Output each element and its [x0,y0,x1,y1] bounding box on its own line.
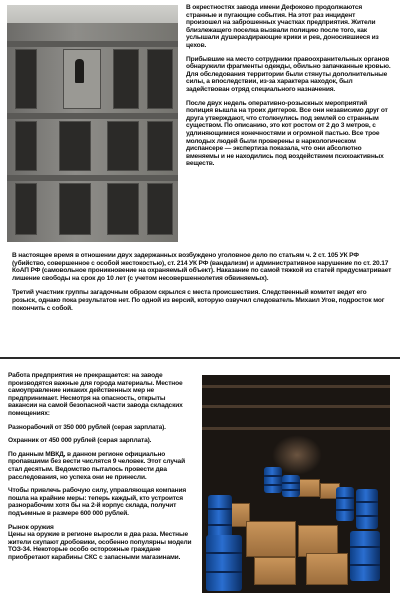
bottom-article-text [8,372,196,567]
paragraph: Чтобы привлечь рабочую силу, управляющая компания пошла на крайние меры: теперь каждый, кто устроится разнорабочим хотя бы на 2-й корпус склада, получит подъемные в размере 600 000 рублей. [8,487,187,517]
paragraph: В настоящее время в отношении двух задержанных возбуждено уголовное дело по статьям ч. 2 ст. 105 УК РФ (убийство, совершенное с особой жестокостью), ст. 214 УК РФ (вандализм) и административное нарушение по ст. 20.17 КоАП РФ (самовольное проникновение на охраняемый объект). Наказание по самой тяжкой из статей предусматривает лишение свободы на срок до 10 лет (с учетом несовершеннолетия обвиняемых). [12,252,392,282]
warehouse-photo [202,375,390,593]
paragraph: Третий участник группы загадочным образом скрылся с места происшествия. Следственный комитет ведет его розыск, однако пока результатов нет. По одной из версий, которую озвучил следователь Михаил Угов, подросток мог покончить с собой. [12,289,385,312]
paragraph: Рынок оружия Цены на оружие в регионе выросли в два раза. Местные жители скупают дробовики, особенно популярны модели ТОЗ-34. Некоторые особо осторожные граждане приобретают карабины СКС с запасными магазинами. [8,523,192,561]
section-divider [0,357,400,359]
paragraph: Охранник от 450 000 рублей (серая зарплата). [8,437,152,445]
paragraph: После двух недель оперативно-розыскных мероприятий полиция вышла на троих диггеров. Все они независимо друг от друга утверждают, что столкнулись под землей со странным существом. По описанию, это кот ростом от 2 до 3 метров, с удлиняющимися конечностями и огромной пастью. Все трое молодых людей были проверены в наркологическом диспансере — экспертиза показала, что они абсолютно вменяемы и не находились под воздействием психоактивных веществ. [186,99,388,168]
paragraph: Разнорабочий от 350 000 рублей (серая зарплата). [8,423,166,431]
human-figure [75,59,84,83]
paragraph: В окрестностях завода имени Дефоково продолжаются странные и пугающие события. На этот раз инцидент произошел на заброшенных участках предприятия. Жители близлежащего поселка вызвали полицию после того, как услышали душераздирающие крики и рев, доносившиеся из цехов. [186,4,379,49]
paragraph: Работа предприятия не прекращается: на заводе производятся важные для города материалы. Местное самоуправление никаких действенных мер не предпринимает. Несмотря на опасность, открыты вакансии на самой безопасной части завода складских помещениях: [8,372,183,417]
top-article-text [186,4,392,174]
abandoned-factory-photo [7,5,178,242]
paragraph: По данным МВКД, в данном регионе официально пропавшими без вести числятся 9 человек. Этот случай стал десятым. Ведомство пыталось провести два расследования, но успеха они не принесли. [8,450,185,481]
paragraph: Прибывшие на место сотрудники правоохранительных органов обнаружили фрагменты одежды, обильно запачканные кровью. Для обследования территории были стянуты дополнительные силы, а впоследствии, из-за характера находок, был задействован отряд специального назначения. [186,55,391,93]
middle-article-text [12,252,392,312]
